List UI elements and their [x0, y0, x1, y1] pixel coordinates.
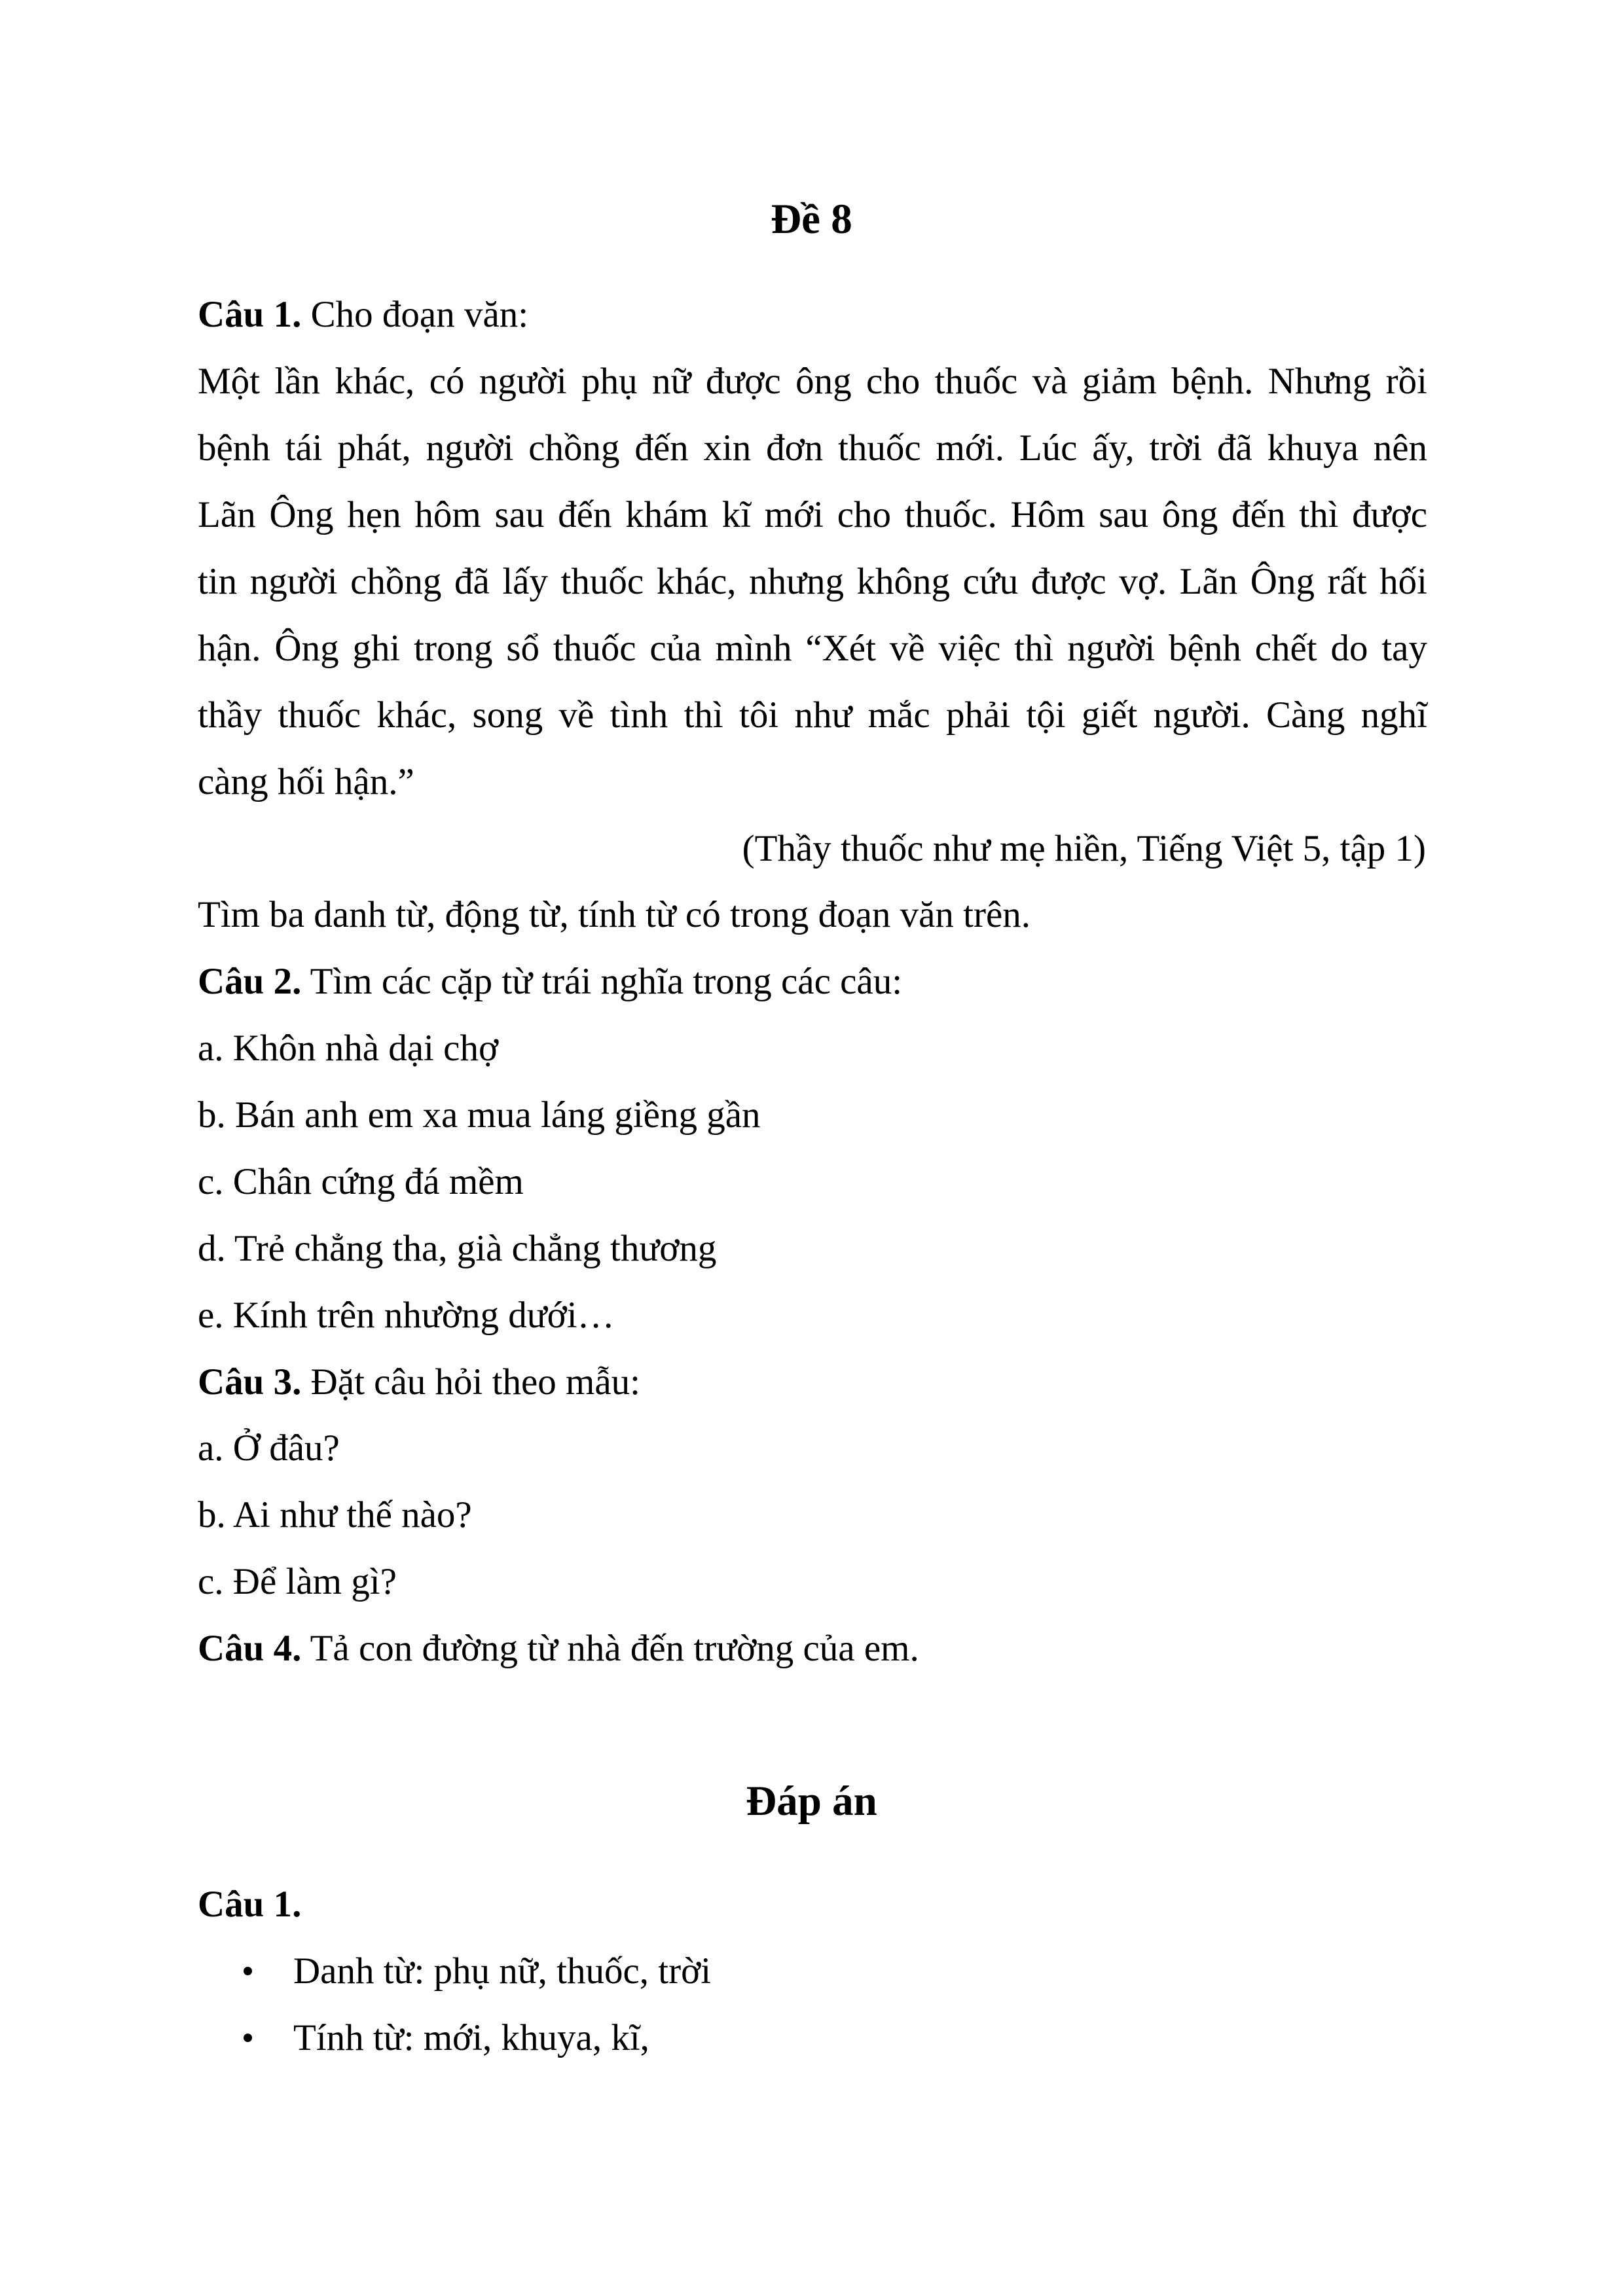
- answer-1-heading: [198, 1882, 301, 1928]
- question-4-heading: [198, 1626, 919, 1672]
- question-3-item-b: b. Ai như thế nào?: [198, 1494, 472, 1535]
- passage-line-1: Một lần khác, có người phụ nữ được ông cho thuốc và giảm bệnh. Nhưng rồi: [198, 361, 1427, 402]
- page-title: Đề 8: [771, 196, 852, 243]
- answer-1-label: Câu 1.: [198, 1884, 302, 1925]
- bullet-icon: [244, 1967, 252, 1975]
- question-3-item-a: a. Ở đâu?: [198, 1427, 340, 1469]
- passage-source: (Thầy thuốc như mẹ hiền, Tiếng Việt 5, tập 1): [742, 828, 1426, 869]
- question-2-heading: [198, 959, 902, 1005]
- question-2-item-a: a. Khôn nhà dại chợ: [198, 1028, 499, 1069]
- question-1-label: Câu 1.: [198, 294, 302, 335]
- question-2-item-c: c. Chân cứng đá mềm: [198, 1161, 524, 1202]
- question-3-prompt: Đặt câu hỏi theo mẫu:: [301, 1361, 640, 1403]
- question-2-item-e: e. Kính trên nhường dưới…: [198, 1295, 615, 1336]
- question-2-label: Câu 2.: [198, 961, 302, 1002]
- question-3-item-c: c. Để làm gì?: [198, 1561, 397, 1602]
- question-2-item-b: b. Bán anh em xa mua láng giềng gần: [198, 1094, 761, 1136]
- passage-line-6: thầy thuốc khác, song về tình thì tôi như mắc phải tội giết người. Càng nghĩ: [198, 694, 1427, 736]
- answers-title: Đáp án: [746, 1778, 877, 1825]
- question-1-task: Tìm ba danh từ, động từ, tính từ có trong đoạn văn trên.: [198, 894, 1031, 935]
- question-3-label: Câu 3.: [198, 1361, 302, 1403]
- question-2-item-d: d. Trẻ chẳng tha, già chẳng thương: [198, 1228, 717, 1269]
- bullet-icon: [244, 2034, 252, 2042]
- passage-line-7: càng hối hận.”: [198, 761, 414, 802]
- question-4-label: Câu 4.: [198, 1628, 302, 1669]
- passage-line-2: bệnh tái phát, người chồng đến xin đơn thuốc mới. Lúc ấy, trời đã khuya nên: [198, 427, 1427, 469]
- question-2-prompt: Tìm các cặp từ trái nghĩa trong các câu:: [301, 961, 903, 1002]
- answer-bullet-text: Tính từ: mới, khuya, kĩ,: [293, 2017, 649, 2058]
- passage-line-3: Lãn Ông hẹn hôm sau đến khám kĩ mới cho thuốc. Hôm sau ông đến thì được: [198, 494, 1427, 535]
- question-1-prompt: Cho đoạn văn:: [301, 294, 529, 335]
- question-1-heading: [198, 292, 528, 338]
- answer-bullet-text: Danh từ: phụ nữ, thuốc, trời: [293, 1950, 712, 1992]
- question-3-heading: [198, 1359, 640, 1405]
- passage-line-5: hận. Ông ghi trong sổ thuốc của mình “Xét về việc thì người bệnh chết do tay: [198, 628, 1427, 669]
- passage-line-4: tin người chồng đã lấy thuốc khác, nhưng không cứu được vợ. Lãn Ông rất hối: [198, 561, 1427, 602]
- question-4-prompt: Tả con đường từ nhà đến trường của em.: [301, 1628, 919, 1669]
